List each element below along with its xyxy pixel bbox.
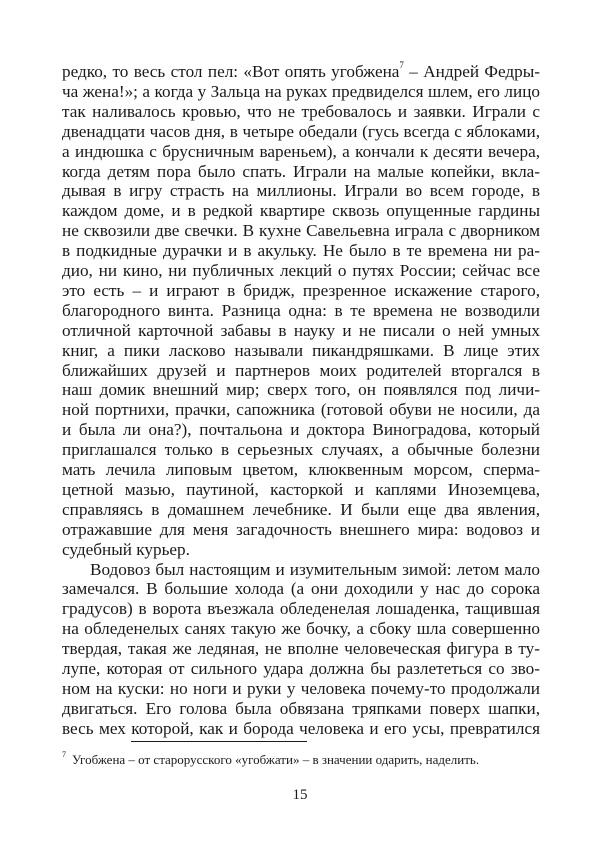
footnote-text: Угобжена – от старорусского «угобжати» – в значении одарить, наделить. — [72, 752, 480, 767]
text-line: наш домик внешний мир; сверх того, он появлялся под личи- — [62, 380, 540, 400]
text-line: твердая, такая же ледяная, не вполне человеческая фигура в ту- — [62, 639, 540, 659]
footnote-mark: 7 — [62, 750, 66, 759]
text-line: лупе, которая от сильного удара должна бы разлететься со зво- — [62, 659, 540, 678]
text-line: книг, а пики ласково называли пикандряшками. В лице этих — [62, 340, 540, 360]
text-line: цетной мазью, паутиной, касторкой и каплями Иноземцева, — [62, 479, 540, 499]
text-line: каждом доме, и в редкой квартире сквозь опущенные гардины — [62, 201, 540, 221]
footnote-reference[interactable]: 7 — [399, 60, 404, 70]
text-line: ном на куски: но ноги и руки у человека почему-то продолжали — [62, 678, 540, 698]
text-line: дио, ни кино, ни публичных лекций о путях России; сейчас все — [62, 261, 540, 280]
page-number: 15 — [292, 787, 308, 803]
text-line: замечался. В большие холода (а они доходили у нас до сорока — [62, 579, 540, 599]
text-line: приглашался только в серьезных случаях, а обычные болезни — [62, 440, 540, 460]
text-line: справляясь в домашнем лечебнике. И были еще два явления, — [62, 499, 540, 519]
text-line-part: редко, то весь стол пел: «Вот опять угобжена — [62, 62, 400, 81]
text-line: отличной карточной забавы в науку и не писали о ней умных — [62, 320, 540, 340]
text-line — [62, 62, 540, 82]
text-line: благородного винта. Разница одна: в те времена не возводили — [62, 300, 540, 320]
text-line: двенадцати часов дня, в четыре обедали (гусь всегда с яблоками, — [62, 121, 540, 141]
text-line: и была ли она?), почтальона и доктора Виноградова, который — [62, 420, 540, 440]
text-line: не сквозили две свечки. В кухне Савельевна играла с дворником — [62, 221, 540, 241]
text-line: это есть – и играют в бридж, презренное искажение старого, — [62, 280, 540, 300]
text-line: дывая в игру страсть на миллионы. Играли во всем городе, в — [62, 181, 540, 201]
text-line: когда детям пора было спать. Играли на малые копейки, вкла- — [62, 161, 540, 181]
text-line: градусов) в ворота въезжала обледенелая лошаденка, тащившая — [62, 599, 540, 619]
text-line: ближайших друзей и партнеров моих родителей вторгался в — [62, 360, 540, 380]
text-line: ча жена!»; а когда у Зальца на руках предвиделся шлем, его лицо — [62, 81, 540, 101]
text-line: на обледенелых санях такую же бочку, а сбоку шла совершенно — [62, 619, 540, 639]
footnote — [62, 750, 540, 770]
text-line: двигаться. Его голова была обвязана тряпками поверх шапки, — [62, 698, 540, 718]
text-line: а индюшка с брусничным вареньем), а кончали к десяти вечера, — [62, 141, 540, 161]
footnote-divider — [131, 741, 307, 742]
text-line: ной портнихи, прачки, сапожника (готовой обуви не носили, да — [62, 400, 540, 420]
text-line: мать лечила липовым цветом, клюквенным морсом, сперма- — [62, 460, 540, 479]
text-line: в подкидные дурачки и в акульку. Не было в те времена ни ра- — [62, 241, 540, 261]
text-line: отражавшие для меня загадочность внешнего мира: водовоз и — [62, 519, 540, 539]
paragraph-first-line: Водовоз был настоящим и изумительным зимой: летом мало — [90, 559, 540, 579]
text-line: весь мех которой, как и борода человека и его усы, превратился — [62, 718, 540, 738]
text-line-part: – Андрей Федры- — [409, 62, 540, 81]
text-line: так наливалось кровью, что не требовалось и заявки. Играли с — [62, 101, 540, 121]
paragraph-end-line: судебный курьер. — [62, 539, 190, 559]
